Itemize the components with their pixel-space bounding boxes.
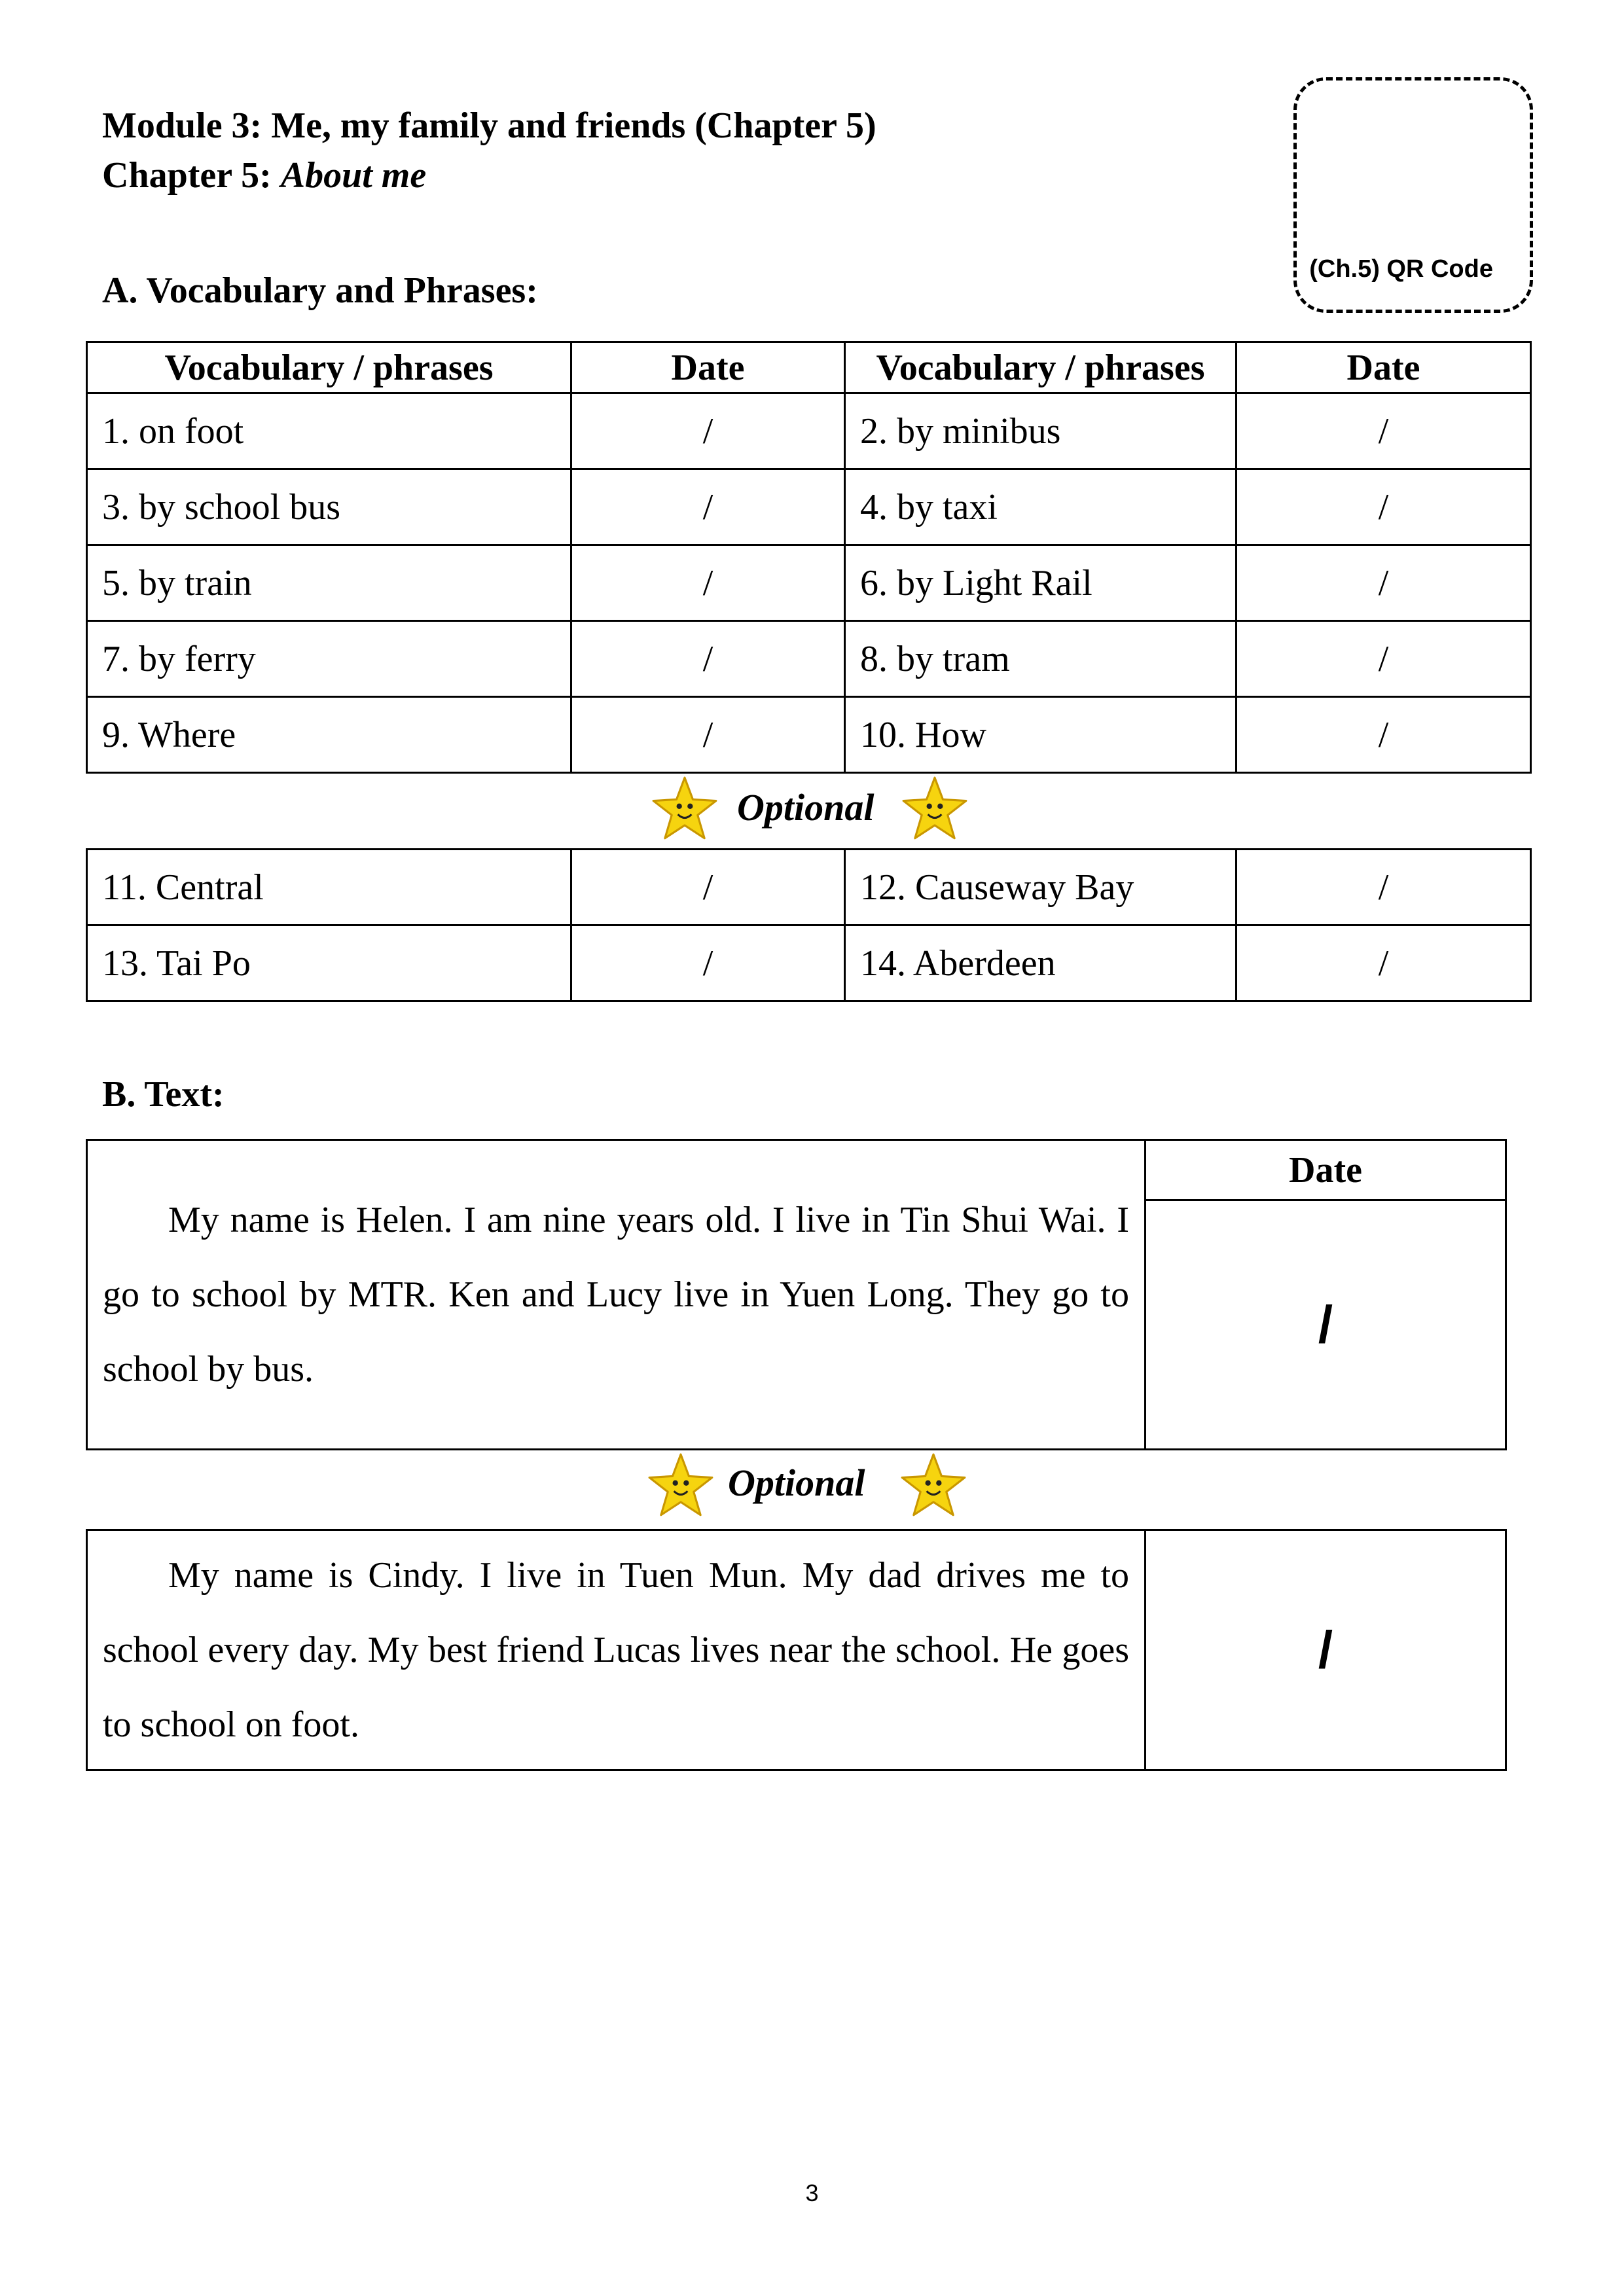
page-number: 3 <box>805 2179 819 2206</box>
vocab-item: 13. Tai Po <box>87 925 571 1001</box>
vocab-item: 2. by minibus <box>845 393 1236 469</box>
vocab-item: 4. by taxi <box>845 469 1236 545</box>
date-cell: / <box>571 545 845 621</box>
vocab-item: 9. Where <box>87 697 571 773</box>
vocab-item: 6. by Light Rail <box>845 545 1236 621</box>
table-row <box>87 850 1531 925</box>
date-cell: / <box>1236 469 1531 545</box>
vocabulary-table-header <box>87 342 1531 393</box>
date-cell: / <box>1236 621 1531 697</box>
vocab-item: 12. Causeway Bay <box>845 850 1236 925</box>
qr-code-placeholder <box>1293 77 1533 313</box>
vocab-item: 3. by school bus <box>87 469 571 545</box>
text-passage: My name is Helen. I am nine years old. I live in Tin Shui Wai. I go to school by MTR. Ken and Lucy live in Yuen Long. They go to school by bus. <box>103 1200 1129 1390</box>
date-cell: / <box>1236 925 1531 1001</box>
date-cell: / <box>571 469 845 545</box>
date-cell: / <box>1146 1200 1506 1450</box>
star-smiley-icon <box>899 1452 967 1520</box>
optional-text-passage-cell <box>87 1530 1146 1770</box>
date-cell: / <box>1236 393 1531 469</box>
col-header-vocab-left: Vocabulary / phrases <box>87 342 571 393</box>
date-cell: / <box>1236 850 1531 925</box>
vocab-item: 7. by ferry <box>87 621 571 697</box>
optional-label-a: Optional <box>737 786 875 829</box>
table-row <box>87 469 1531 545</box>
star-smiley-icon <box>651 775 719 843</box>
table-row <box>87 697 1531 773</box>
table-row <box>87 393 1531 469</box>
col-header-date-right: Date <box>1236 342 1531 393</box>
date-cell: / <box>571 621 845 697</box>
section-a-heading: A. Vocabulary and Phrases: <box>102 270 538 311</box>
chapter-prefix: Chapter 5: <box>102 155 272 196</box>
vocab-item: 5. by train <box>87 545 571 621</box>
col-header-vocab-right: Vocabulary / phrases <box>845 342 1236 393</box>
vocab-item: 11. Central <box>87 850 571 925</box>
text-passage-cell <box>87 1140 1146 1450</box>
table-row <box>87 925 1531 1001</box>
vocab-item: 1. on foot <box>87 393 571 469</box>
star-smiley-icon <box>647 1452 715 1520</box>
vocab-item: 10. How <box>845 697 1236 773</box>
star-smiley-icon <box>901 775 969 843</box>
section-b-heading: B. Text: <box>102 1074 225 1115</box>
qr-code-label: (Ch.5) QR Code <box>1309 255 1493 283</box>
optional-vocabulary-table <box>86 848 1532 1002</box>
date-cell: / <box>1146 1530 1506 1770</box>
vocab-item: 8. by tram <box>845 621 1236 697</box>
text-table <box>86 1139 1507 1450</box>
date-cell: / <box>1236 545 1531 621</box>
optional-label-b: Optional <box>728 1462 865 1504</box>
optional-text-table <box>86 1529 1507 1771</box>
vocab-item: 14. Aberdeen <box>845 925 1236 1001</box>
vocabulary-table <box>86 341 1532 774</box>
date-cell: / <box>571 850 845 925</box>
chapter-title <box>102 154 426 196</box>
date-cell: / <box>571 697 845 773</box>
date-cell: / <box>571 925 845 1001</box>
table-row <box>87 545 1531 621</box>
chapter-name: About me <box>280 155 427 196</box>
date-header: Date <box>1146 1140 1506 1200</box>
date-cell: / <box>571 393 845 469</box>
optional-text-passage: My name is Cindy. I live in Tuen Mun. My dad drives me to school every day. My best friend Lucas lives near the school. He goes to school on foot. <box>103 1555 1129 1745</box>
col-header-date-left: Date <box>571 342 845 393</box>
date-cell: / <box>1236 697 1531 773</box>
module-title: Module 3: Me, my family and friends (Chapter 5) <box>102 105 876 146</box>
table-row <box>87 621 1531 697</box>
